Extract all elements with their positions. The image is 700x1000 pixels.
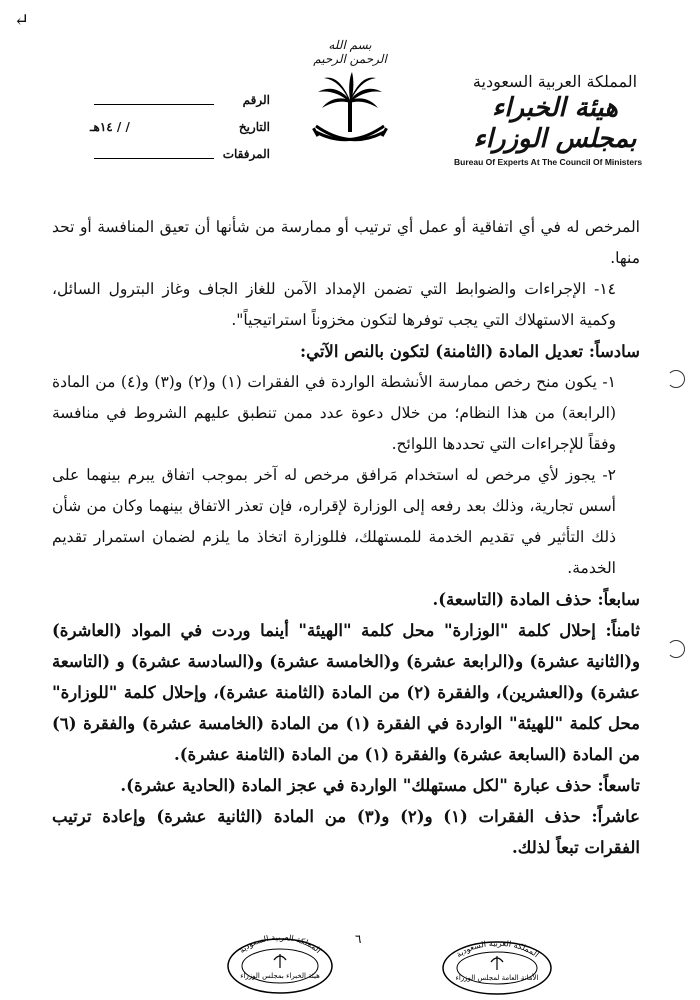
section-seventh: سابعاً: حذف المادة (التاسعة).: [432, 590, 640, 609]
right-stamp-inner-text: الأمانة العامة لمجلس الوزراء: [455, 974, 539, 982]
number-field: [90, 86, 270, 113]
number-label: الرقم: [242, 92, 270, 107]
section-sixth-item-2: ٢- يجوز لأي مرخص له استخدام مَرافق مرخص له آخر بموجب اتفاق يبرم بينهما على أسس تجارية، وذلك بعد رفعه إلى الوزارة لإقراره، فإن تعذر الاتفاق بينهما وكان من شأن ذلك التأثير في تقديم الخدمة للمستهلك، فللوزارة اتخاذ ما يلزم لضمان استمرار تقديم الخدمة.: [52, 466, 616, 577]
letterhead-right: [450, 72, 660, 167]
item-14: ١٤- الإجراءات والضوابط التي تضمن الإمداد الآمن للغاز الجاف وغاز البترول السائل، وكمية الاستهلاك التي يجب توفرها لتكون مخزوناً استراتيجياً".: [52, 280, 616, 329]
date-field: [90, 113, 270, 140]
letterhead-fields: [90, 86, 270, 167]
section-sixth-item-1: ١- يكون منح رخص ممارسة الأنشطة الواردة في الفقرات (١) و(٢) و(٣) و(٤) من المادة (الرابعة) من هذا النظام؛ من خلال دعوة عدد ممن تنطبق عليهم الشروط في منافسة وفقاً للإجراءات التي تحددها اللوائح.: [52, 373, 616, 453]
letterhead-center: [310, 38, 390, 154]
date-value: / / ١٤هـ: [90, 119, 130, 134]
bureau-title-ar: هيئة الخبراء بمجلس الوزراء: [473, 93, 637, 155]
punch-hole-icon: [667, 370, 685, 388]
svg-text:المملكة العربية السعودية: [237, 933, 323, 955]
attachments-field: [90, 140, 270, 167]
left-seal-stamp: [225, 930, 335, 995]
section-sixth-heading: سادساً: تعديل المادة (الثامنة) لتكون بالنص الآتي:: [299, 342, 640, 361]
paragraph-continuation: المرخص له في أي اتفاقية أو عمل أي ترتيب أو ممارسة من شأنها أن تعيق المنافسة أو تحد منها.: [52, 218, 640, 267]
attachments-label: المرفقات: [222, 146, 270, 161]
bureau-title-en: Bureau Of Experts At The Council Of Ministers: [454, 157, 643, 168]
punch-hole-icon: [667, 640, 685, 658]
section-eighth: ثامناً: إحلال كلمة "الوزارة" محل كلمة "الهيئة" أينما وردت في المواد (العاشرة) و(الثانية عشرة) و(الرابعة عشرة) و(الخامسة عشرة) و(السادسة عشرة) و (التاسعة عشرة) و(العشرين)، والفقرة (٢) من المادة (الثامنة عشرة)، وإحلال كلمة "للوزارة" محل كلمة "للهيئة" الواردة في الفقرة (١) من المادة (الخامسة عشرة) والفقرة (٦) من المادة (السابعة عشرة) والفقرة (١) من المادة (الثامنة عشرة).: [52, 621, 641, 764]
page-number: ٦: [355, 932, 362, 946]
palm-swords-emblem-icon: [310, 70, 390, 150]
section-tenth: عاشراً: حذف الفقرات (١) و(٢) و(٣) من المادة (الثانية عشرة) وإعادة ترتيب الفقرات تبعاً لذلك.: [52, 807, 640, 857]
document-body: [52, 212, 640, 863]
left-stamp-ring-text: المملكة العربية السعودية: [237, 932, 323, 956]
kingdom-title: المملكة العربية السعودية: [472, 72, 638, 91]
right-stamp-ring-text: المملكة العربية السعودية: [454, 938, 541, 960]
section-ninth: تاسعاً: حذف عبارة "لكل مستهلك" الواردة في عجز المادة (الحادية عشرة).: [120, 776, 640, 795]
left-stamp-inner-text: هيئة الخبراء بمجلس الوزراء: [240, 972, 320, 980]
date-label: التاريخ: [238, 119, 270, 134]
right-seal-stamp: [440, 930, 555, 995]
attachments-line: [94, 148, 214, 159]
number-line: [94, 94, 214, 105]
corner-mark: ↵: [14, 10, 30, 31]
basmala: بسم الله الرحمن الرحيم: [313, 38, 387, 66]
